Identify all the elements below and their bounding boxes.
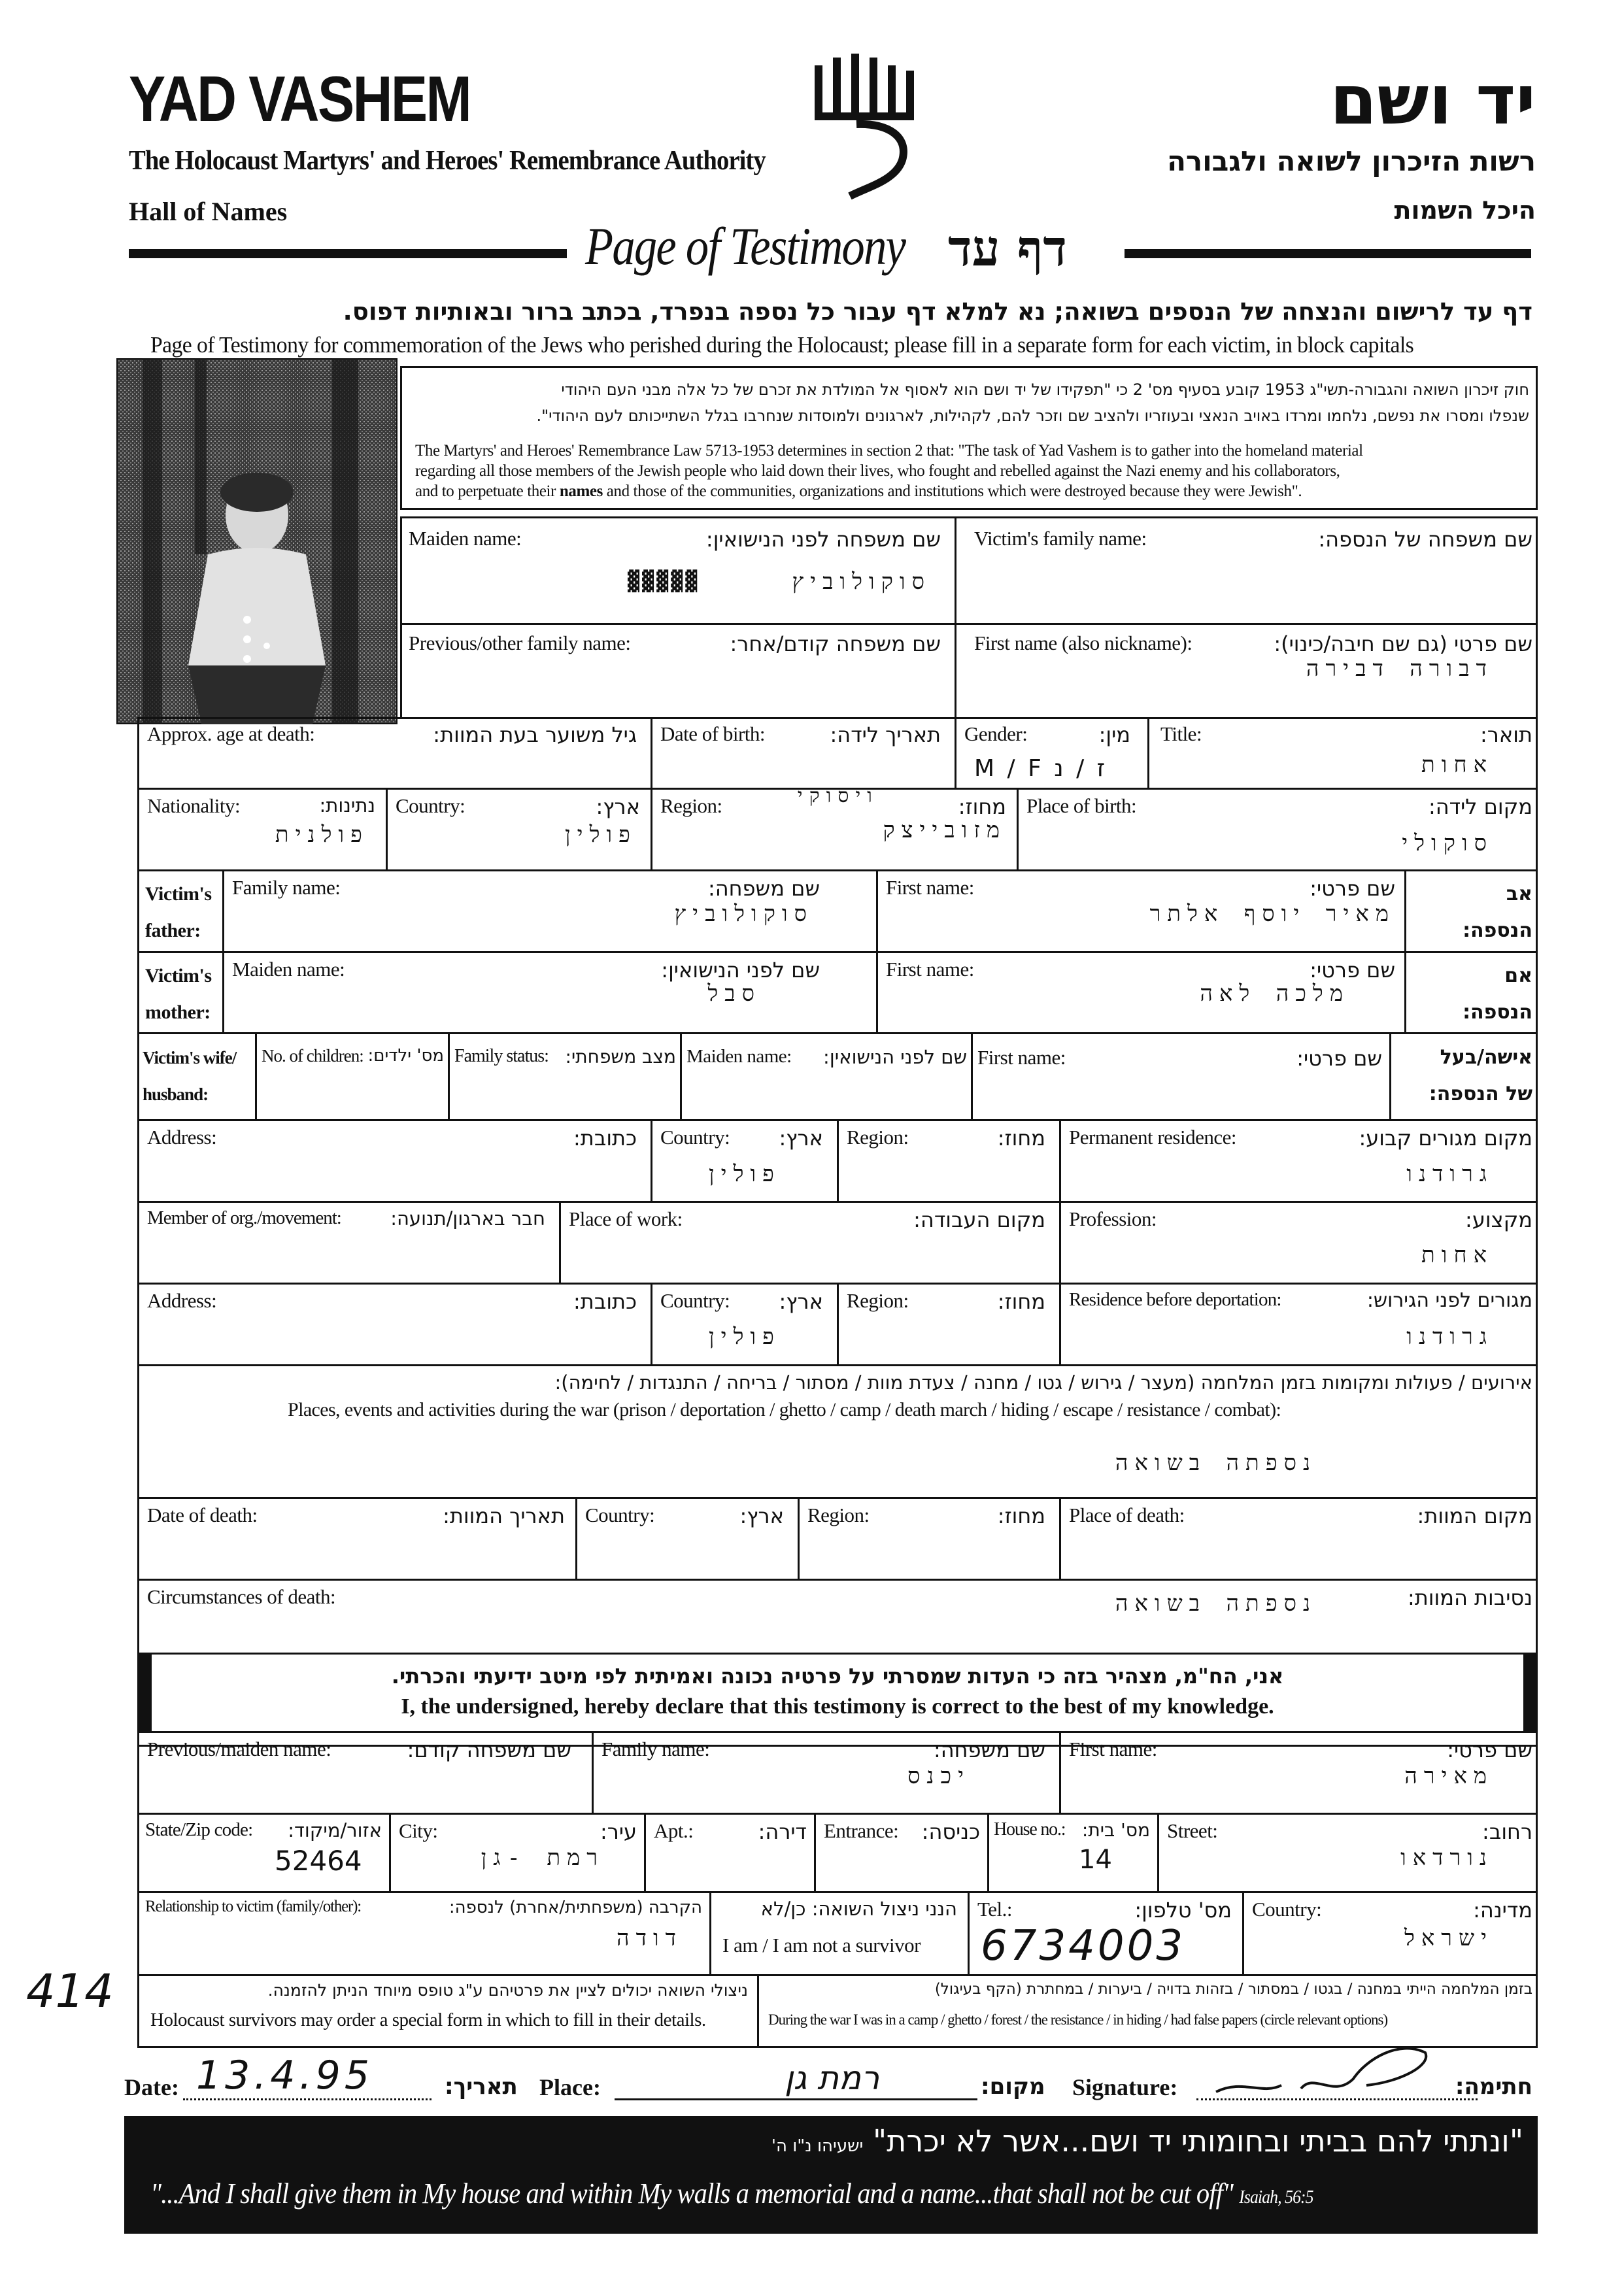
city-value: רמת -גן [481, 1845, 604, 1871]
rule [680, 1032, 682, 1119]
age-label-en: Approx. age at death: [147, 722, 315, 745]
region-label-he: מחוז: [958, 794, 1006, 819]
intro-he: דף עד לרישום והנצחה של הנספים בשואה; נא למלא דף עבור כל נספה בנפרד, בכתב ברור ובאותיות דפוס. [343, 297, 1532, 326]
sub-family-value: יכנס [907, 1763, 970, 1789]
rule [1059, 1283, 1061, 1364]
rule [137, 869, 1538, 871]
rule [651, 1283, 652, 1364]
sub-prev-label-en: Previous/maiden name: [147, 1738, 331, 1760]
footer-date-label-he: תאריך: [445, 2074, 518, 2100]
form-title-he: דף עד [948, 219, 1067, 277]
maiden-name-label-en: Maiden name: [409, 527, 522, 550]
notes-left-en: Holocaust survivors may order a special form in which to fill in their details. [150, 2009, 706, 2030]
dep-residence-label-he: מגורים לפני הגירוש: [1366, 1289, 1532, 1312]
circumstances-label-en: Circumstances of death: [147, 1585, 336, 1608]
perm-residence-label-en: Permanent residence: [1069, 1126, 1236, 1149]
mother-first-label-en: First name: [886, 958, 974, 981]
sub-country-label-he: מדינה: [1473, 1898, 1532, 1923]
rule [222, 869, 224, 1032]
law-en-line3-c: and those of the communities, organizations and institutions which were destroyed because they were Jewish". [602, 482, 1302, 500]
law-en-line1: The Martyrs' and Heroes' Remembrance Law 5713-1953 determines in section 2 that: "The task of Yad Vashem is to gather into the homeland material [415, 442, 1363, 460]
spouse-row-label-en-1: Victim's wife/ [143, 1048, 237, 1067]
birthplace-label-en: Place of birth: [1026, 794, 1137, 817]
house-label-en: House no.: [994, 1819, 1066, 1840]
submitter-grid [137, 1731, 1538, 2048]
authority-en: The Holocaust Martyrs' and Heroes' Remembrance Authority [129, 146, 766, 176]
mother-maiden-label-en: Maiden name: [232, 958, 345, 981]
spouse-row-label-he-2: של הנספה: [1429, 1083, 1532, 1105]
dep-country-value: פולין [709, 1324, 781, 1350]
survivor-label-en: I am / I am not a survivor [722, 1934, 921, 1957]
footer-date-label-en: Date: [124, 2074, 179, 2100]
law-en-line2: regarding all those members of the Jewish people who laid down their lives, who fought and rebelled against the Nazi enemy and his collaborators, [415, 462, 1340, 480]
dep-country-label-en: Country: [660, 1289, 730, 1312]
law-en-line3-a: and to perpetuate their [415, 482, 560, 500]
house-label-he: מס' בית: [1081, 1819, 1150, 1841]
family-status-label-en: Family status: [454, 1046, 549, 1066]
rule [137, 1653, 1538, 1655]
footer-place-value: רמת גן [785, 2059, 880, 2097]
victim-details-grid [137, 717, 1538, 1747]
sub-country-label-en: Country: [1252, 1898, 1322, 1921]
hall-of-names-he: היכל השמות [1394, 196, 1536, 225]
death-region-label-en: Region: [807, 1504, 870, 1526]
circumstances-value: נספתה בשואה [1115, 1590, 1317, 1617]
quote-he-text: "ונתתי להם בביתי ובחומותי יד ושם...אשר לא יכרת" [872, 2123, 1523, 2159]
gender-label-en: Gender: [964, 722, 1028, 745]
age-label-he: גיל משוער בעת המוות: [433, 722, 637, 747]
rule [987, 1813, 989, 1891]
rule [448, 1032, 450, 1119]
rule [137, 1201, 1538, 1203]
sub-country-value: ישראל [1404, 1925, 1493, 1951]
sub-family-label-en: Family name: [601, 1738, 710, 1760]
mother-first-label-he: שם פרטי: [1310, 958, 1395, 983]
rule [1157, 1813, 1159, 1891]
rule [1059, 1497, 1061, 1579]
rule [592, 1731, 594, 1813]
dep-address-label-en: Address: [147, 1289, 217, 1312]
rule [837, 1119, 839, 1201]
perm-country-label-en: Country: [660, 1126, 730, 1149]
apt-label-en: Apt.: [654, 1819, 694, 1842]
dep-address-label-he: כתובת: [573, 1289, 637, 1314]
footer-date-line [183, 2098, 431, 2100]
previous-name-label-he: שם משפחה קודם/אחר: [730, 631, 941, 656]
circumstances-label-he: נסיבות המוות: [1407, 1585, 1532, 1610]
rule [1059, 1201, 1061, 1283]
mother-maiden-value: סבל [707, 981, 761, 1007]
events-value: נספתה בשואה [1115, 1450, 1317, 1476]
death-country-label-he: ארץ: [739, 1504, 784, 1528]
hall-of-names-en: Hall of Names [129, 197, 288, 226]
sub-prev-label-he: שם משפחה קודם: [407, 1738, 571, 1762]
apt-label-he: דירה: [758, 1819, 807, 1844]
birthplace-value: סוקולי [1402, 830, 1493, 856]
rule [137, 1579, 1538, 1581]
mother-row-label-he-1: אם [1504, 964, 1532, 987]
rule [1147, 717, 1149, 788]
rule [137, 1813, 1538, 1815]
region-label-en: Region: [660, 794, 722, 817]
profession-label-he: מקצוע: [1465, 1207, 1532, 1232]
rule [255, 1032, 257, 1119]
rule [386, 788, 388, 869]
title-value: אחות [1421, 752, 1493, 778]
zip-label-he: אזור/מיקוד: [288, 1819, 382, 1841]
first-name-value: דבורה דבירה [1306, 656, 1493, 682]
rule [955, 717, 956, 788]
relationship-label-en: Relationship to victim (family/other): [145, 1898, 362, 1915]
father-first-value: מאיר יוסף אלתר [1149, 901, 1395, 927]
rule [651, 1119, 652, 1201]
children-label-en: No. of children: [262, 1046, 364, 1066]
rule [137, 1497, 1538, 1499]
footer-place-label-he: מקום: [981, 2074, 1045, 2100]
death-date-label-he: תאריך המוות: [443, 1504, 565, 1528]
relationship-value: דודה [617, 1925, 683, 1951]
survivor-label-he: הנני ניצול השואה: כן/לא [760, 1898, 957, 1920]
rule [575, 1497, 577, 1579]
country-value: פולין [565, 822, 637, 848]
quote-en [150, 2177, 1313, 2210]
sub-first-value: מאירה [1404, 1763, 1493, 1789]
member-org-label-he: חבר בארגון/תנועה: [390, 1207, 545, 1230]
quote-en-text: "...And I shall give them in My house and within My walls a memorial and a name...that shall not be cut off" [150, 2177, 1233, 2210]
father-row-label-en [145, 876, 212, 949]
country-label-en: Country: [396, 794, 465, 817]
rule [971, 1032, 973, 1119]
declaration-en: I, the undersigned, hereby declare that this testimony is correct to the best of my knowledge. [401, 1694, 1274, 1719]
children-label-he: מס' ילדים: [367, 1046, 444, 1066]
rule [1059, 1731, 1061, 1813]
rule [1059, 1119, 1061, 1201]
perm-region-label-en: Region: [847, 1126, 909, 1149]
events-label-en: Places, events and activities during the war (prison / deportation / ghetto / camp / death march / hiding / escape / resistance / combat): [288, 1399, 1281, 1420]
rule [137, 1974, 1538, 1976]
footer-place-label-en: Place: [539, 2074, 601, 2100]
tel-label-en: Tel.: [977, 1898, 1013, 1921]
spouse-maiden-label-he: שם לפני הנישואין: [823, 1046, 967, 1068]
street-label-en: Street: [1167, 1819, 1218, 1842]
maiden-name-label-he: שם משפחה לפני הנישואין: [705, 527, 941, 552]
rule [651, 717, 652, 788]
mother-row-label-en-1: Victim's [145, 965, 212, 986]
father-first-label-en: First name: [886, 876, 974, 899]
rule [644, 1813, 646, 1891]
mother-maiden-label-he: שם לפני הנישואין: [661, 958, 820, 983]
spouse-row-label-he [1429, 1039, 1532, 1113]
rule [709, 1891, 711, 1974]
footer-signature-label-he: חתימה: [1455, 2074, 1532, 2100]
tel-value: 6734003 [981, 1922, 1186, 1970]
gender-label-he: מין: [1098, 722, 1130, 747]
spouse-row-label-en-2: husband: [143, 1084, 209, 1104]
maiden-name-value: סוקולוביץ [792, 569, 931, 595]
perm-address-label-he: כתובת: [573, 1126, 637, 1151]
perm-residence-value: גרודנו [1406, 1161, 1493, 1187]
footer-signature-label-en: Signature: [1072, 2074, 1178, 2100]
house-value: 14 [1079, 1845, 1112, 1875]
intro-en: Page of Testimony for commemoration of the Jews who perished during the Holocaust; please fill in a separate form for each victim, in block capitals [150, 332, 1414, 358]
entrance-label-he: כניסה: [921, 1819, 980, 1844]
form-title-en: Page of Testimony [585, 216, 905, 276]
spouse-row-label-he-1: אישה/בעל [1440, 1046, 1532, 1069]
maiden-name-strike: ▓▓▓▓▓ [628, 570, 700, 593]
dep-residence-label-en: Residence before deportation: [1069, 1289, 1281, 1310]
death-date-label-en: Date of death: [147, 1504, 258, 1526]
footer-place-line [615, 2098, 977, 2100]
declaration-bar-left [137, 1653, 152, 1731]
father-row-label-en-2: father: [145, 920, 201, 941]
father-row-label-he-2: הנספה: [1463, 919, 1532, 942]
country-label-he: ארץ: [596, 794, 640, 819]
quote-he [124, 2123, 1523, 2159]
title-rule-left [129, 249, 567, 258]
org-name-he: יד ושם [1330, 60, 1536, 140]
rule [837, 1283, 839, 1364]
quote-he-ref: ישעיהו נ"ו ה' [771, 2136, 864, 2156]
notes-right-en: During the war I was in a camp / ghetto / forest / the resistance / in hiding / had false papers (circle relevant options) [768, 2011, 1388, 2028]
sub-first-label-en: First name: [1069, 1738, 1157, 1760]
rule [1389, 1032, 1391, 1119]
death-region-label-he: מחוז: [997, 1504, 1045, 1528]
rule [1017, 788, 1019, 869]
dep-region-label-he: מחוז: [997, 1289, 1045, 1314]
profession-value: אחות [1421, 1242, 1493, 1268]
declaration-he: אני, הח"מ, מצהיר בזה כי העדות שמסרתי על פרטיה נכונה ואמיתית לפי מיטב ידיעתי והכרתי. [391, 1664, 1284, 1689]
place-of-work-label-en: Place of work: [569, 1207, 683, 1230]
law-he-line1: חוק זיכרון השואה והגבורה-תשי"ג 1953 קובע בסעיף מס' 2 כי "תפקידו של יד ושם הוא לאסוף אל המולדת את זכרם של כל אלה מבני העם היהודי [561, 380, 1529, 399]
nationality-value: פולנית [275, 822, 369, 848]
spouse-maiden-label-en: Maiden name: [686, 1046, 792, 1067]
notes-right-he: בזמן המלחמה הייתי במחנה / בגטו / במסתור / בזהות בדויה / ביערות / במחתרת (הקף בעיגול) [934, 1981, 1532, 1998]
death-place-label-he: מקום המוות: [1417, 1504, 1532, 1528]
member-org-label-en: Member of org./movement: [147, 1207, 341, 1228]
perm-address-label-en: Address: [147, 1126, 217, 1149]
rule [968, 1891, 970, 1974]
profession-label-en: Profession: [1069, 1207, 1157, 1230]
rule [1404, 869, 1406, 1032]
title-rule-right [1125, 249, 1531, 258]
title-label-he: תואר: [1480, 722, 1532, 747]
perm-country-value: פולין [709, 1161, 781, 1187]
spouse-row-label-en [143, 1039, 236, 1113]
victim-photo [116, 358, 398, 724]
father-family-value: סוקולוביץ [674, 901, 813, 927]
dob-label-he: תאריך לידה: [830, 722, 941, 747]
rule [798, 1497, 800, 1579]
father-first-label-he: שם פרטי: [1310, 876, 1395, 901]
mother-row-label-he-2: הנספה: [1463, 1001, 1532, 1024]
father-row-label-he-1: אב [1506, 882, 1532, 905]
rule [400, 623, 1538, 625]
spouse-first-label-en: First name: [977, 1046, 1066, 1069]
quote-en-ref: Isaiah, 56:5 [1239, 2187, 1313, 2208]
father-row-label-he [1463, 876, 1532, 949]
death-place-label-en: Place of death: [1069, 1504, 1185, 1526]
rule [876, 869, 878, 1032]
events-label-he: אירועים / פעולות ומקומות בזמן המלחמה (מעצר / גירוש / גטו / מחנה / צעדת מוות / מסתור / בריחה / התנגדות / לחימה): [554, 1371, 1532, 1394]
mother-row-label-he [1463, 958, 1532, 1031]
declaration-bar-right [1523, 1653, 1538, 1731]
previous-name-label-en: Previous/other family name: [409, 631, 631, 654]
yad-vashem-logo [811, 39, 922, 209]
signature-scribble [1203, 2033, 1438, 2105]
mother-row-label-en-2: mother: [145, 1001, 211, 1023]
mother-row-label-en [145, 958, 212, 1031]
law-en-line3-names: names [559, 482, 603, 500]
victim-family-name-label-en: Victim's family name: [974, 527, 1147, 550]
rule [137, 951, 1538, 953]
notes-left-he: ניצולי השואה יכולים לציין את פרטיהם ע"ג טופס מיוחד הניתן להזמנה. [267, 1981, 748, 2000]
rule [137, 1891, 1538, 1893]
first-name-label-en: First name (also nickname): [974, 631, 1193, 654]
spouse-first-label-he: שם פרטי: [1296, 1046, 1382, 1071]
rule [814, 1813, 816, 1891]
death-country-label-en: Country: [585, 1504, 655, 1526]
rule [1242, 1891, 1244, 1974]
mother-first-value: מלכה לאה [1200, 981, 1349, 1007]
street-value: נורדאו [1400, 1845, 1493, 1871]
perm-country-label-he: ארץ: [779, 1126, 823, 1151]
dep-country-label-he: ארץ: [779, 1289, 823, 1314]
tel-label-he: מס' טלפון: [1134, 1898, 1232, 1923]
place-of-work-label-he: מקום העבודה: [913, 1207, 1045, 1232]
authority-he: רשות הזיכרון לשואה ולגבורה [1167, 145, 1536, 177]
law-en-line3 [415, 482, 1302, 501]
region-value: מזובייצק [883, 817, 1006, 843]
father-family-label-he: שם משפחה: [707, 876, 820, 901]
dep-region-label-en: Region: [847, 1289, 909, 1312]
rule [955, 516, 956, 719]
relationship-label-he: הקרבה (משפחתית/אחרת) לנספה: [448, 1898, 702, 1917]
rule [389, 1813, 391, 1891]
entrance-label-en: Entrance: [824, 1819, 899, 1842]
footer-date-value: 13.4.95 [196, 2053, 374, 2098]
margin-number: 414 [26, 1964, 114, 2018]
zip-value: 52464 [275, 1845, 362, 1877]
region-value-2: ויסוקי [797, 784, 879, 807]
city-label-en: City: [399, 1819, 438, 1842]
father-row-label-en-1: Victim's [145, 883, 212, 905]
org-name-en: YAD VASHEM [129, 63, 471, 135]
first-name-label-he: שם פרטי (גם שם חיבה/כינוי): [1274, 631, 1532, 656]
dob-label-en: Date of birth: [660, 722, 766, 745]
sub-family-label-he: שם משפחה: [933, 1738, 1045, 1762]
city-label-he: עיר: [600, 1819, 637, 1844]
title-label-en: Title: [1160, 722, 1202, 745]
gender-value: M / F ז / נ [974, 755, 1108, 782]
rule [137, 1364, 1538, 1366]
nationality-label-he: נתינות: [319, 794, 375, 816]
rule [651, 788, 652, 869]
victim-family-name-label-he: שם משפחה של הנספה: [1318, 527, 1532, 552]
family-status-label-he: מצב משפחתי: [565, 1046, 676, 1067]
father-family-label-en: Family name: [232, 876, 341, 899]
street-label-he: רחוב: [1482, 1819, 1532, 1844]
rule [757, 1974, 759, 2048]
zip-label-en: State/Zip code: [145, 1819, 253, 1840]
perm-residence-label-he: מקום מגורים קבוע: [1359, 1126, 1532, 1151]
dep-residence-value: גרודנו [1406, 1324, 1493, 1350]
nationality-label-en: Nationality: [147, 794, 241, 817]
rule [137, 1032, 1538, 1034]
birthplace-label-he: מקום לידה: [1428, 794, 1532, 819]
rule [559, 1201, 561, 1283]
sub-first-label-he: שם פרטי: [1447, 1738, 1532, 1762]
law-he-line2: שנפלו ומסרו את נפשם, נלחמו ומרדו באויב הנאצי ובעוזריו ולהציב שם וזכר להם, לקהילות, לארגונים ולמוסדות שנחרבו בגלל השתייכותם לעם היהודי". [536, 407, 1529, 425]
perm-region-label-he: מחוז: [997, 1126, 1045, 1151]
